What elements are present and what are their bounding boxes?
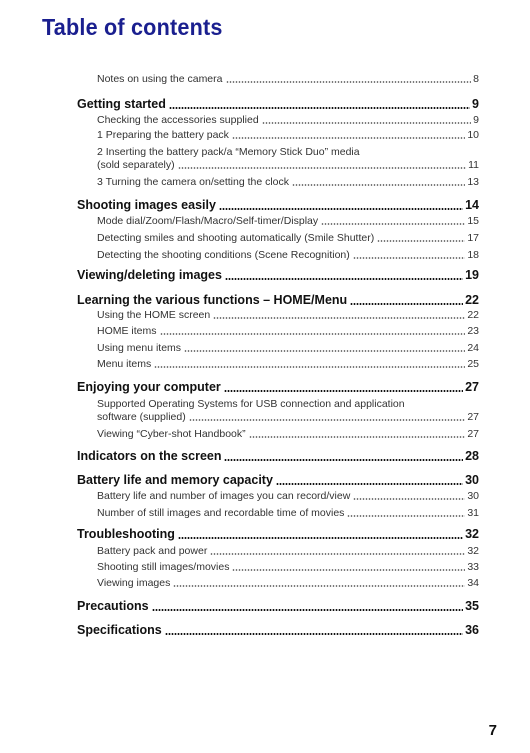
toc-entry-page: 36 bbox=[465, 623, 479, 637]
toc-entry-label: Using the HOME screen bbox=[97, 309, 211, 321]
toc-section-heading[interactable] bbox=[77, 447, 479, 463]
page-number: 7 bbox=[488, 722, 497, 739]
toc-section-heading[interactable] bbox=[77, 291, 479, 307]
leader-dots bbox=[210, 553, 465, 555]
toc-entry-label: Troubleshooting bbox=[77, 527, 175, 541]
toc-entry[interactable] bbox=[97, 214, 479, 227]
toc-entry-page: 10 bbox=[467, 129, 479, 141]
toc-section-heading[interactable] bbox=[77, 621, 479, 637]
toc-entry[interactable] bbox=[97, 324, 479, 337]
toc-entry-label: Checking the accessories supplied bbox=[97, 114, 259, 126]
toc-entry[interactable] bbox=[97, 248, 479, 261]
toc-section-heading[interactable] bbox=[77, 95, 479, 111]
toc-entry-label: (sold separately) bbox=[97, 159, 175, 171]
toc-entry-label: Specifications bbox=[77, 623, 162, 637]
toc-entry-label: Supported Operating Systems for USB connection and application bbox=[97, 398, 405, 410]
leader-dots bbox=[377, 240, 465, 242]
toc-entry-page: 8 bbox=[473, 73, 479, 85]
leader-dots bbox=[160, 333, 466, 335]
leader-dots bbox=[353, 257, 466, 259]
toc-entry[interactable] bbox=[97, 410, 479, 423]
toc-entry-label: Precautions bbox=[77, 599, 149, 613]
toc-entry-label: Shooting still images/movies bbox=[97, 561, 230, 573]
toc-entry-page: 15 bbox=[467, 215, 479, 227]
leader-dots bbox=[347, 515, 465, 517]
leader-dots bbox=[178, 167, 466, 169]
toc-entry-label: 2 Inserting the battery pack/a “Memory Stick Duo” media bbox=[97, 146, 360, 158]
leader-dots bbox=[226, 81, 472, 83]
leader-dots bbox=[173, 585, 465, 587]
leader-dots bbox=[189, 419, 466, 421]
toc-entry-label: Battery life and number of images you can record/view bbox=[97, 490, 351, 502]
toc-entry[interactable] bbox=[97, 560, 479, 573]
leader-dots bbox=[213, 317, 465, 319]
toc-entry-page: 30 bbox=[467, 490, 479, 502]
toc-entry-label: Viewing/deleting images bbox=[77, 268, 222, 282]
leader-dots bbox=[225, 278, 463, 280]
toc-entry-page: 35 bbox=[465, 599, 479, 613]
leader-dots bbox=[219, 208, 463, 210]
toc-entry-label: Using menu items bbox=[97, 342, 182, 354]
toc-section-heading[interactable] bbox=[77, 471, 479, 487]
leader-dots bbox=[169, 107, 470, 109]
toc-entry-label: Enjoying your computer bbox=[77, 380, 221, 394]
toc-entry[interactable] bbox=[97, 158, 479, 171]
toc-entry-page: 25 bbox=[467, 358, 479, 370]
toc-entry-page: 9 bbox=[473, 114, 479, 126]
toc-entry-label: Learning the various functions – HOME/Menu bbox=[77, 293, 348, 307]
toc-entry-label: 3 Turning the camera on/setting the clock bbox=[97, 176, 290, 188]
toc-section-heading[interactable] bbox=[77, 597, 479, 613]
toc-entry-page: 22 bbox=[467, 309, 479, 321]
toc-entry-page: 22 bbox=[465, 293, 479, 307]
leader-dots bbox=[276, 483, 463, 485]
toc-entry-page: 32 bbox=[465, 527, 479, 541]
toc-entry-page: 18 bbox=[467, 249, 479, 261]
toc-entry-page: 11 bbox=[468, 159, 479, 171]
leader-dots bbox=[154, 366, 465, 368]
toc-entry-page: 27 bbox=[467, 411, 479, 423]
toc-entry-page: 30 bbox=[465, 473, 479, 487]
toc-entry-page: 19 bbox=[465, 268, 479, 282]
leader-dots bbox=[249, 436, 466, 438]
toc-entry[interactable] bbox=[97, 145, 479, 158]
leader-dots bbox=[165, 633, 463, 635]
toc-entry-label: Viewing “Cyber-shot Handbook” bbox=[97, 428, 246, 440]
leader-dots bbox=[224, 390, 463, 392]
toc-entry-label: Battery life and memory capacity bbox=[77, 473, 273, 487]
toc-entry-page: 14 bbox=[465, 198, 479, 212]
leader-dots bbox=[152, 609, 464, 611]
toc-entry[interactable] bbox=[97, 397, 479, 410]
toc-entry[interactable] bbox=[97, 175, 479, 188]
leader-dots bbox=[292, 184, 465, 186]
toc-entry-page: 31 bbox=[467, 507, 479, 519]
leader-dots bbox=[321, 223, 465, 225]
toc-entry-label: Indicators on the screen bbox=[77, 449, 222, 463]
leader-dots bbox=[224, 459, 463, 461]
toc-entry-page: 27 bbox=[465, 380, 479, 394]
toc-entry-label: Battery pack and power bbox=[97, 545, 208, 557]
toc-entry-label: 1 Preparing the battery pack bbox=[97, 129, 229, 141]
toc-entry[interactable] bbox=[97, 308, 479, 321]
toc-entry-page: 23 bbox=[467, 325, 479, 337]
toc-entry-page: 24 bbox=[467, 342, 479, 354]
leader-dots bbox=[232, 569, 465, 571]
toc-entry-label: HOME items bbox=[97, 325, 157, 337]
toc-entry[interactable] bbox=[97, 506, 479, 519]
toc-entry-label: Detecting the shooting conditions (Scene Recognition) bbox=[97, 249, 350, 261]
toc-section-heading[interactable] bbox=[77, 525, 479, 541]
toc-entry-label: Number of still images and recordable time of movies bbox=[97, 507, 345, 519]
toc-entry[interactable] bbox=[97, 544, 479, 557]
toc-entry[interactable] bbox=[97, 489, 479, 502]
toc-entry-label: Viewing images bbox=[97, 577, 171, 589]
toc-entry-label: Detecting smiles and shooting automatically (Smile Shutter) bbox=[97, 232, 375, 244]
toc-entry-label: Getting started bbox=[77, 97, 166, 111]
leader-dots bbox=[178, 537, 463, 539]
toc-entry[interactable] bbox=[97, 128, 479, 141]
toc-entry[interactable] bbox=[97, 341, 479, 354]
toc-section-heading[interactable] bbox=[77, 378, 479, 394]
toc-entry-page: 9 bbox=[472, 97, 479, 111]
leader-dots bbox=[353, 498, 465, 500]
toc-entry-page: 27 bbox=[467, 428, 479, 440]
toc-entry-label: software (supplied) bbox=[97, 411, 186, 423]
toc-entry[interactable] bbox=[97, 357, 479, 370]
toc-entry-page: 32 bbox=[467, 545, 479, 557]
toc-entry-page: 34 bbox=[467, 577, 479, 589]
toc-entry-page: 13 bbox=[467, 176, 479, 188]
toc-entry-label: Shooting images easily bbox=[77, 198, 216, 212]
toc-entry-page: 28 bbox=[465, 449, 479, 463]
toc-entry[interactable] bbox=[97, 72, 479, 85]
leader-dots bbox=[232, 137, 465, 139]
toc-entry-page: 17 bbox=[467, 232, 479, 244]
leader-dots bbox=[262, 122, 471, 124]
toc-entry-label: Menu items bbox=[97, 358, 152, 370]
toc-entry[interactable] bbox=[97, 576, 479, 589]
toc-section-heading[interactable] bbox=[77, 196, 479, 212]
toc-entry-label: Notes on using the camera bbox=[97, 73, 223, 85]
toc-entry[interactable] bbox=[97, 427, 479, 440]
toc-section-heading[interactable] bbox=[77, 266, 479, 282]
page-title: Table of contents bbox=[42, 14, 223, 40]
toc-entry[interactable] bbox=[97, 113, 479, 126]
toc-entry-page: 33 bbox=[467, 561, 479, 573]
toc-entry-label: Mode dial/Zoom/Flash/Macro/Self-timer/Display bbox=[97, 215, 319, 227]
leader-dots bbox=[184, 350, 465, 352]
toc-entry[interactable] bbox=[97, 231, 479, 244]
leader-dots bbox=[350, 303, 463, 305]
